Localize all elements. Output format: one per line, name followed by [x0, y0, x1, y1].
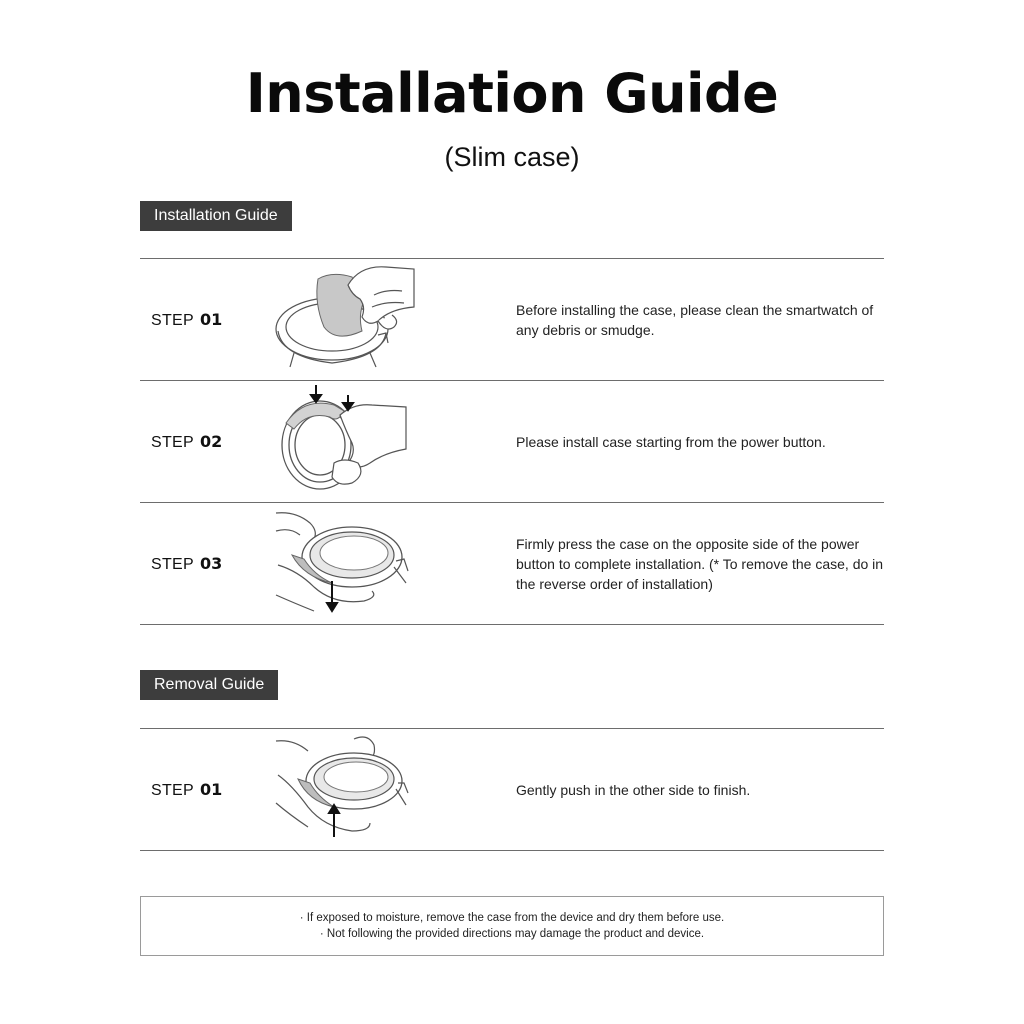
step-number: 01	[200, 779, 223, 799]
page-title: Installation Guide	[245, 62, 779, 125]
step-word: STEP	[151, 433, 194, 451]
remove-case-illustration	[274, 731, 434, 848]
step-label	[151, 554, 222, 574]
installation-step-2	[140, 381, 884, 502]
removal-step-1	[140, 729, 884, 850]
step-number: 03	[200, 553, 223, 573]
step-word: STEP	[151, 311, 194, 329]
step-description: Gently push in the other side to finish.	[516, 781, 751, 798]
divider	[140, 850, 884, 851]
installation-step-1	[140, 259, 884, 380]
step-word: STEP	[151, 555, 194, 573]
divider	[140, 624, 884, 625]
step-label	[151, 432, 222, 452]
notice-line: · If exposed to moisture, remove the case from the device and dry them before use.	[299, 912, 725, 924]
notice-box	[140, 896, 884, 956]
step-label	[151, 780, 222, 800]
step-label	[151, 310, 222, 330]
step-description: Please install case starting from the power button.	[516, 433, 826, 450]
step-description: Firmly press the case on the opposite side of the power button to complete installation. (* To remove the case, do in the reverse order of installation)	[516, 535, 884, 592]
installation-guide-tag: Installation Guide	[140, 201, 292, 231]
step-number: 02	[200, 431, 223, 451]
notice-line: · Not following the provided directions may damage the product and device.	[319, 928, 705, 940]
page-subtitle: (Slim case)	[444, 142, 580, 172]
step-description: Before installing the case, please clean the smartwatch of any debris or smudge.	[516, 301, 874, 338]
install-case-illustration	[274, 383, 434, 500]
installation-step-3	[140, 503, 884, 624]
wipe-watch-illustration	[274, 261, 434, 378]
removal-guide-tag: Removal Guide	[140, 670, 278, 700]
step-number: 01	[200, 309, 223, 329]
step-word: STEP	[151, 781, 194, 799]
press-case-illustration	[274, 505, 434, 622]
